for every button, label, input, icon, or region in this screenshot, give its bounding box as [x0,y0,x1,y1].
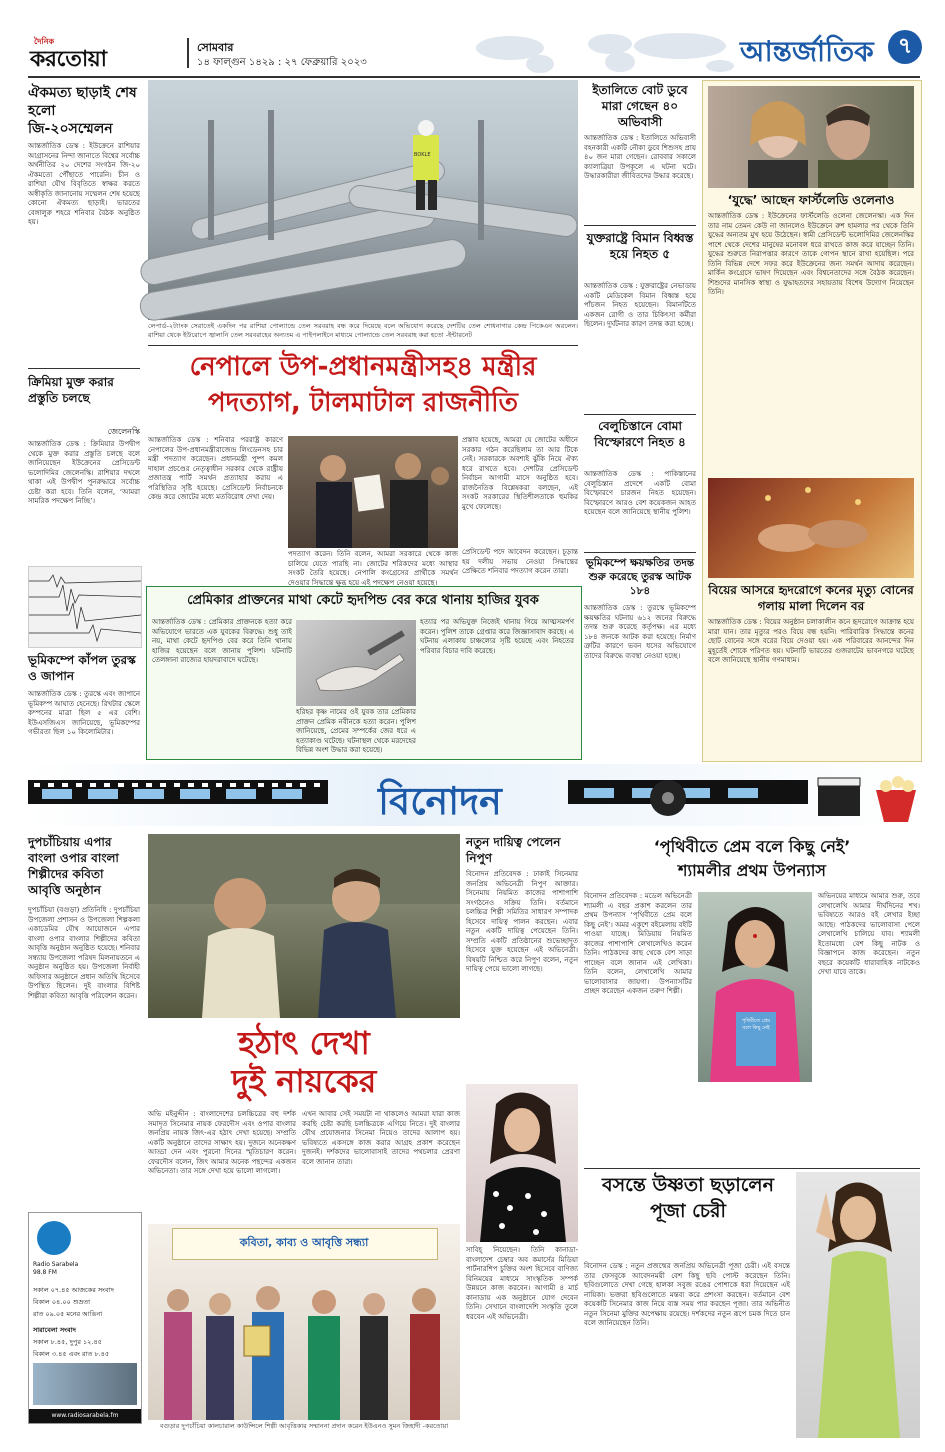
lover-col-2: হরিহর কৃষ্ণ নামের ওই যুবক তার প্রেমিকার প্রাক্তন প্রেমিক নবীনকে হত্যা করেন। পুলিশ জানিয়েছে, প্রেমের সম্পর্কের জের ধরে এ হত্যাকাণ্ড ঘটেছে। ঘটনাস্থল থেকে মরদেহের বিভিন্ন অংশ উদ্ধার করা হয়েছে। [296,708,416,754]
page-number: ৭ [897,34,913,59]
masthead-rule [28,76,920,78]
pipeline-photo-caption: লেপার্ড-২ট্যাংক সেরাতেই একদিন পর রাশিয়া পোল্যান্ডে তেল সরবরাহ বন্ধ করে দিয়েছে বলে অভিযোগ করেছে দেশটির তেল শোধনাগার কেন্দ্র পিকেএন অরলেন। রাশিয়া থেকে ইউরোপে জ্বালানি তেল সরবরাহের অন্যতম এ পাইপলাইনে মাধ্যমে পোল্যান্ডে তেল সরবরাহ করা হতো -ইন্টারনেট [148,322,578,339]
nepal-photo-caption: প্রেসিডেন্ট পদে আবেদন করেছেন। চূড়ান্ত হয় দলীয় সভায় নেওয়া সিদ্ধান্তের প্রেক্ষিতে শনিবার পদত্যাগ করেন তারা। [462,548,578,575]
mid-body-1: আন্তর্জাতিক ডেস্ক : ইতালিতে অভিবাসী বহনকারী একটি নৌকা ডুবে শিশুসহ প্রায় ৪০ জন মারা গেছেন। রোববার সকালে ক্যালাব্রিয়া উপকূলে এ ঘটনা ঘটে। উদ্ধারকারীরা জীবিতদের উদ্ধার করেছে। [584,134,696,180]
shyamoli-book-title: পৃথিবীতে প্রেম বলে কিছু নেই [741,1018,771,1031]
puja-headline: বসন্তে উষ্ণতা ছড়ালেন পূজা চেরী [602,1174,774,1222]
recital-event-photo [148,1224,460,1420]
left-divider-1 [28,368,140,369]
radio-line-1: বিকাল ০৪.০০ শুভ্রতা [33,1298,90,1306]
mid-divider-3 [584,552,696,553]
left-headline-1: ঐকমত্য ছাড়াই শেষ হলো জি-২০সম্মেলন [28,85,137,137]
recital-headline: দুপচাঁচিয়ায় এপার বাংলা ওপার বাংলা শিল্পীদের কবিতা আবৃত্তি অনুষ্ঠান [28,835,119,897]
radio-line-4: সকাল ৮.৪৫, দুপুর ১২.৪৫ [33,1338,102,1346]
nepal-photo [288,436,458,548]
radio-line-0: সকাল ০৭.৪৫ আজকের সংবাদ [33,1286,114,1294]
mid-body-2: আন্তর্জাতিক ডেস্ক : যুক্তরাষ্ট্রের নেভাডায় একটি মেডিকেল বিমান বিধ্বস্ত হয়ে পাঁচজন নিহত হয়েছেন। বিমানটিতে একজন রোগী ও তার চিকিৎসা কর্মীরা ছিলেন। দুর্ঘটনার কারণ তদন্ত করা হচ্ছে। [584,282,696,328]
radio-line-3: সারাবেলা সংবাদ [33,1326,76,1334]
radio-freq: 98.8 FM [33,1269,57,1276]
mid-body-4: আন্তর্জাতিক ডেস্ক : তুরস্কে ভূমিকম্পে ক্ষয়ক্ষতির ঘটনায় ৬১২ জনের বিরুদ্ধে তদন্ত শুরু করেছে কর্তৃপক্ষ। এর মধ্যে ১৮৪ জনকে আটক করা হয়েছে। নির্মাণ ত্রুটির কারণে ভবন ধসের অভিযোগে তাদের বিরুদ্ধে ব্যবস্থা নেওয়া হচ্ছে। [584,604,696,660]
brand-logo: করতোয়া [30,47,107,72]
masthead-date: ১৪ ফাল্গুন ১৪২৯ : ২৭ ফেব্রুয়ারি ২০২৩ [197,57,367,68]
event-banner-text: কবিতা, কাব্য ও আবৃত্তি সন্ধ্যা [239,1236,369,1249]
right-body-1: আন্তর্জাতিক ডেস্ক : ইউক্রেনের ফার্স্টলেডি ওলেনা জেলেনস্কা। এক দিন তার নাম তেমন কেউ না জানলেও ইউক্রেনে রুশ হামলার পর থেকে তিনি যুদ্ধের অন্যতম মুখ হয়ে উঠেছেন। স্বামী প্রেসিডেন্ট ভলোদিমির জেলেনস্কির পাশে থেকে দেশের মানুষের মনোবল ধরে রাখতে কাজ করে যাচ্ছেন তিনি। যুদ্ধের শুরুতে নিরাপত্তার কারণে তাকে গোপন স্থানে রাখা হয়েছিল। পরে তিনি বিভিন্ন দেশে সফর করে ইউক্রেনের জন্য সমর্থন আদায় করেছেন। মার্কিন কংগ্রেসে ভাষণ দিয়েছেন এবং বিশ্বনেতাদের সঙ্গে বৈঠক করেছেন। শিশুদের মানসিক স্বাস্থ্য ও যুদ্ধাহতদের সহায়তায় বিশেষ উদ্যোগ নিয়েছেন তিনি। [708,212,914,296]
radio-name: Radio Sarabela [33,1261,79,1268]
knife-photo [296,620,416,706]
shyamoli-photo [698,892,812,1082]
brand-small: দৈনিক [34,37,55,46]
nipun-headline: নতুন দায়িত্ব পেলেন নিপুণ [466,835,561,865]
heroes-headline-1: হঠাৎ দেখা [238,1024,370,1062]
left-body-3: আন্তর্জাতিক ডেস্ক : তুরস্কে এবং জাপানে ভূমিকম্প আঘাত হেনেছে। রিখটার স্কেলে কম্পনের মাত্রা ছিল ৫ এর বেশি। ইউএসজিএস জানিয়েছে, ভূমিকম্পের গভীরতা ছিল ১০ কিলোমিটার। [28,690,140,736]
wedding-photo [708,478,914,578]
heroes-headline-2: দুই নায়কের [231,1062,377,1100]
heroes-body-2: এখন আবার সেই সময়টা না থাকলেও আমরা যারা কাজ করছি চেষ্টা করছি চলচ্চিত্রকে এগিয়ে নিতে। দুই বাংলার যৌথ প্রযোজনার সিনেমা নিয়েও তাদের আলাপ হয়। ভবিষ্যতে একসঙ্গে কাজ করার আগ্রহ প্রকাশ করেছেন দুজনই। দর্শকদের ভালোবাসাই তাদের পথচলার প্রেরণা বলে জানান তারা। [302,1110,460,1166]
two-heroes-photo [148,834,460,1018]
shyamoli-body-1: বিনোদন প্রতিবেদক : মডেল অভিনেত্রী শ্যামলী এ বছর প্রকাশ করলেন তার প্রথম উপন্যাস ‘পৃথিবীতে প্রেম বলে কিছু নেই’। অমর একুশে বইমেলায় বইটি পাওয়া যাচ্ছে। মিডিয়ায় নিয়মিত কাজের পাশাপাশি লেখালেখিও করেন তিনি। পাঠকদের কাছ থেকে বেশ সাড়া পাচ্ছেন বলে জানান এই লেখিকা। তিনি বলেন, লেখালেখি আমার ভালোবাসার জায়গা। উপন্যাসটির প্রচ্ছদ করেছেন একজন তরুণ শিল্পী। [584,892,692,995]
nepal-headline-1: নেপালে উপ-প্রধানমন্ত্রীসহ৪ মন্ত্রীর [189,352,537,382]
radio-ad [28,1212,142,1424]
radio-logo-icon [37,1221,71,1255]
shyamoli-divider [584,1168,920,1169]
right-headline-1: ‘যুদ্ধে’ আছেন ফার্স্টলেডি ওলেনাও [727,193,895,207]
nepal-top-rule [148,345,578,346]
lover-headline: প্রেমিকার প্রাক্তনের মাথা কেটে হৃদপিন্ড বের করে থানায় হাজির যুবক [187,593,539,608]
right-headline-2: বিয়ের আসরে হৃদরোগে কনের মৃত্যু বোনের গলায় মালা দিলেন বর [708,583,914,613]
nepal-col-2: পদত্যাগ করেন। তিনি বলেন, আমরা সরকারে থেকে কাজ চালিয়ে যেতে পারছি না। জোটের শরিকদের মধ্যে আস্থার সংকট তৈরি হয়েছে। নেপালি কংগ্রেসের প্রার্থীকে সমর্থন দেওয়ার সিদ্ধান্তে ক্ষুব্ধ হয়ে এই পদক্ষেপ নেওয়া হয়েছে। [288,550,458,587]
nipun-body: বিনোদন প্রতিবেদক : ঢাকাই সিনেমার জনপ্রিয় অভিনেত্রী নিপুণ আক্তার। সিনেমায় নিয়মিত কাজের পাশাপাশি সংগঠনেও সক্রিয় তিনি। বর্তমানে চলচ্চিত্র শিল্পী সমিতির সাধারণ সম্পাদক হিসেবে দায়িত্ব পালন করছেন। এবার নতুন একটি দায়িত্ব পেয়েছেন তিনি। সম্প্রতি একটি প্রতিষ্ঠানের শুভেচ্ছাদূত হিসেবে যুক্ত হয়েছেন এই অভিনেত্রী। বিষয়টি নিশ্চিত করে নিপুণ বলেন, নতুন দায়িত্ব পেয়ে ভালো লাগছে। [466,870,578,973]
nipun-body-2: সাবিহ্ নিয়েছেন। তিনি কানাডা-বাংলাদেশ চেম্বার অব কমার্সের মিডিয়া পার্টনারশিপ চুক্তির অংশ হিসেবে বাণিজ্য বিনিময়ের মাধ্যমে সাংস্কৃতিক সম্পর্ক উন্নয়নে কাজ করবেন। আগামী ৪ মার্চ কানাডায় এক অনুষ্ঠানে যোগ দেবেন তিনি। সেখানে বাংলাদেশি সংস্কৃতি তুলে ধরবেন এই অভিনেত্রী। [466,1246,578,1321]
zelensky-couple-photo [708,86,914,188]
radio-line-5: বিকাল ৩.৪৫ এবং রাত ৮.৪৫ [33,1350,110,1358]
mid-headline-1: ইতালিতে বোট ডুবে মারা গেছেন ৪০ অভিবাসী [592,83,688,129]
puja-photo [796,1172,920,1438]
nepal-col-3: প্রস্তাব হয়েছে, আমরা যে জোটের অধীনে সরকার গঠন করেছিলাম তা আর টিকে নেই। সরকারকে অবশ্যই ঝুঁকি নিয়ে ঐক্য ধরে রাখতে হবে। দেশটির প্রেসিডেন্ট নির্বাচন আগামী মাসে অনুষ্ঠিত হবে। রাজনৈতিক বিশ্লেষকরা বলছেন, এই সংকট সরকারের স্থিতিশীলতাকে হুমকির মুখে ফেলেছে। [462,436,578,511]
masthead-divider [187,38,189,68]
heroes-body-1: অভি মইনুদ্দীন : বাংলাদেশের চলচ্চিত্রের বহু দর্শক সমাদৃত সিনেমার নায়ক ফেরদৌস এবং ওপার বাংলার জনপ্রিয় নায়ক জিৎ-এর হঠাৎ দেখা হয়েছে। সম্প্রতি একটি অনুষ্ঠানে তাদের সাক্ষাৎ হয়। দুজনে অনেকক্ষণ আড্ডা দেন এবং পুরনো দিনের স্মৃতিচারণ করেন। ফেরদৌস বলেন, জিৎ আমার অনেক পছন্দের একজন অভিনেতা। তার সঙ্গে দেখা হয়ে ভালো লাগলো। [148,1110,296,1175]
masthead [0,0,945,78]
radio-url[interactable]: www.radiosarabela.fm [29,1409,141,1423]
left-headline-3: ভূমিকম্পে কাঁপল তুরস্ক ও জাপান [28,653,136,683]
pipeline-photo [148,80,578,320]
mid-divider-1 [584,225,696,226]
right-body-2: আন্তর্জাতিক ডেস্ক : বিয়ের অনুষ্ঠান চলাকালীন কনে হৃদরোগে আক্রান্ত হয়ে মারা যান। তার মৃত্যুর পরও বিয়ে বন্ধ হয়নি। পারিবারিক সিদ্ধান্তে কনের ছোট বোনের সঙ্গে বরের বিয়ে দেওয়া হয়। এক পরিবারের আনন্দের দিন মুহূর্তেই শোকে পরিণত হয়। ঘটনাটি ভারতের গুজরাটের ভাবনগরে ঘটেছে বলে জানিয়েছে স্থানীয় গণমাধ্যম। [708,618,914,664]
lover-col-1: আন্তর্জাতিক ডেস্ক : প্রেমিকার প্রাক্তনকে হত্যা করে অভিযোগে ভারতে এক যুবকের বিরুদ্ধে। শুধু তাই নয়, মাথা কেটে হৃদপিণ্ড বের করে তিনি থানায় হাজির হয়েছেন বলে জানায় পুলিশ। ঘটনাটি তেলঙ্গানা রাজ্যের হায়দরাবাদে ঘটেছে। [152,618,292,664]
mid-headline-3: বেলুচিস্তানে বোমা বিস্ফোরণে নিহত ৪ [594,419,686,449]
left-body-1: আন্তর্জাতিক ডেস্ক : ইউক্রেনে রাশিয়ার আগ্রাসনের নিন্দা জানাতে বিশ্বের সর্বোচ্চ অর্থনীতির ২০ দেশের সংগঠন জি-২০ ঐকমত্যে পৌঁছাতে পারেনি। চীন ও রাশিয়া যৌথ বিবৃতিতে স্বাক্ষর করতে অস্বীকৃতি জানানোয় সম্মেলন শেষ হয়েছে কোনো ঐকমত্য ছাড়াই। ভারতের বেঙ্গালুরু শহরে শনিবার বৈঠক অনুষ্ঠিত হয়। [28,142,140,226]
shyamoli-headline-2: শ্যামলীর প্রথম উপন্যাস [678,861,826,880]
shyamoli-headline-1: ‘পৃথিবীতে প্রেম বলে কিছু নেই’ [653,837,851,856]
radio-photo [33,1363,137,1405]
event-people-graphic [148,1260,460,1420]
mid-body-3: আন্তর্জাতিক ডেস্ক : পাকিস্তানের বেলুচিস্তান প্রদেশে একটি বোমা বিস্ফোরণে চারজন নিহত হয়েছেন। বিস্ফোরণে আরও বেশ কয়েকজন আহত হয়েছেন বলে জানিয়েছে স্থানীয় পুলিশ। [584,470,696,516]
left-headline-2: ক্রিমিয়া মুক্ত করার প্রস্তুতি চলছে [28,375,114,405]
nipun-photo [466,1084,578,1242]
mid-divider-2 [584,414,696,415]
section-title: আন্তর্জাতিক [740,35,874,68]
mid-headline-4: ভূমিকম্পে ক্ষয়ক্ষতির তদন্ত শুরু করেছে তুরস্ক আটক ১৮৪ [585,557,695,597]
nepal-col-1: আন্তর্জাতিক ডেস্ক : শনিবার পররাষ্ট্র কারণে নেপালের উপ-প্রধানমন্ত্রীরাজেন্দ্র লিংডেনসহ চার মন্ত্রী পদত্যাগ করেছেন। প্রধানমন্ত্রী পুষ্প কমল দাহাল প্রচণ্ডের নেতৃত্বাধীন সরকার থেকে রাষ্ট্রীয় প্রজাতন্ত্র পার্টি সমর্থন প্রত্যাহার করায় এ পরিস্থিতির সৃষ্টি হয়েছে। প্রেসিডেন্ট নির্বাচনকে কেন্দ্র করে জোটের মধ্যে মতবিরোধ দেখা দেয়। [148,436,283,501]
lover-col-3: হত্যার পর অভিযুক্ত নিজেই থানায় গিয়ে আত্মসমর্পণ করেন। পুলিশ তাকে গ্রেপ্তার করে জিজ্ঞাসাবাদ করছে। এ ঘটনায় এলাকায় চাঞ্চল্যের সৃষ্টি হয়েছে এবং নিহতের পরিবার বিচার দাবি করেছে। [420,618,574,655]
recital-photo-caption: বগুড়ার দুপচাঁচিয়া কালচারাল কাউন্সিলে শিল্পী আবৃত্তিকার সম্মাননা প্রদান করেন ইউএনও সুমন জিহাদী -করতোয়া [159,1422,449,1430]
left-body-2: আন্তর্জাতিক ডেস্ক : ক্রিমিয়ার উপদ্বীপ থেকে মুক্ত করার প্রস্তুতি চলছে বলে জানিয়েছেন ইউক্রেনের প্রেসিডেন্ট ভলোদিমির জেলেনস্কি। রাশিয়ার দখলে থাকা এই উপদ্বীপ পুনরুদ্ধারে সর্বোচ্চ চেষ্টা করা হবে। তিনি বলেন, ‘আমরা সামরিক পদক্ষেপ নিচ্ছি’। [28,440,140,505]
seismograph-photo [28,566,142,648]
nepal-headline-2: পদত্যাগ, টালমাটাল রাজনীতি [207,388,519,418]
mid-headline-2: যুক্তরাষ্ট্রে বিমান বিধ্বস্ত হয়ে নিহত ৫ [586,231,694,261]
worker-vest-text: BOKLE [414,152,431,158]
puja-body: বিনোদন ডেস্ক : নতুন প্রজন্মের জনপ্রিয় অভিনেত্রী পূজা চেরী। এই বসন্তে তার ফেসবুকে আবেদনময়ী বেশ কিছু ছবি পোস্ট করেছেন তিনি। ছবিগুলোতে দেখা গেছে হালকা সবুজ রঙের পোশাকে ধরা দিয়েছেন এই নায়িকা। ভক্তরা ছবিগুলোতে মন্তব্য করে প্রশংসা করছেন। বর্তমানে বেশ কয়েকটি সিনেমার কাজ নিয়ে ব্যস্ত সময় পার করছেন পূজা। তার অভিনীত নতুন সিনেমা মুক্তির অপেক্ষায় রয়েছে। দর্শকদের নতুন রূপে চমক দিতে চান বলে জানিয়েছেন তিনি। [584,1262,790,1327]
recital-body: দুপচাঁচিয়া (বগুড়া) প্রতিনিধি : দুপচাঁচিয়া উপজেলা প্রশাসন ও উপজেলা শিল্পকলা একাডেমির যৌথ আয়োজনে এপার বাংলা ওপার বাংলার শিল্পীদের কবিতা আবৃত্তি অনুষ্ঠান অনুষ্ঠিত হয়েছে। শনিবার সন্ধ্যায় উপজেলা পরিষদ মিলনায়তনে এ অনুষ্ঠান অনুষ্ঠিত হয়। উপজেলা নির্বাহী অফিসার অনুষ্ঠানে প্রধান অতিথি হিসেবে উপস্থিত ছিলেন। দুই বাংলার বিশিষ্ট শিল্পীরা কবিতা আবৃত্তি পরিবেশন করেন। [28,906,140,1000]
binodon-title: বিনোদন [378,779,502,823]
world-map-graphic [470,26,770,76]
masthead-day: সোমবার [197,41,234,54]
shyamoli-body-2: অভিনয়ের মাধ্যমে আমার শুরু, তবে লেখালেখি আমার দীর্ঘদিনের শখ। ভবিষ্যতে আরও বই লেখার ইচ্ছা আছে। পাঠকদের ভালোবাসা পেলে লেখালেখি চালিয়ে যাব। শ্যামলী ইতোমধ্যে বেশ কিছু নাটক ও বিজ্ঞাপনে কাজ করেছেন। নতুন বছরে কয়েকটি ধারাবাহিক নাটকেও দেখা যাবে তাকে। [818,892,920,976]
left-byline-2: জেলেনস্কি [107,427,140,436]
radio-line-2: রাত ০৯.০৫ মনের আঙিনা [33,1310,103,1318]
page-number-badge [888,30,922,64]
